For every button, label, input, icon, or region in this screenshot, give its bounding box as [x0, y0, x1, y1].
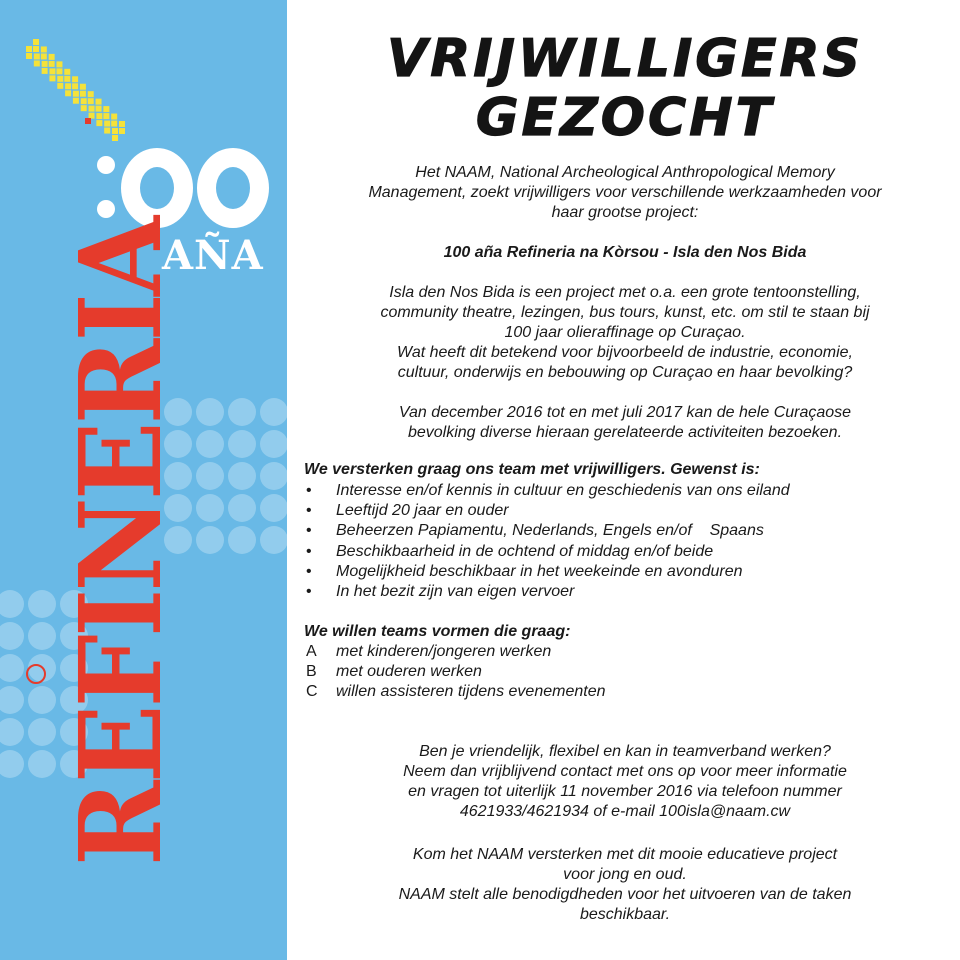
pattern-dot: [228, 398, 256, 426]
letter-marker: B: [306, 663, 317, 681]
bullet-marker: •: [306, 502, 312, 520]
island-pixel: [65, 90, 71, 96]
island-pixel: [89, 106, 95, 112]
pattern-dot: [196, 526, 224, 554]
intro-line: haar grootse project:: [551, 204, 699, 221]
island-pixel: [96, 106, 102, 112]
hundred-logo: [97, 148, 277, 228]
team-text: met ouderen werken: [336, 663, 482, 681]
list-item: [304, 481, 790, 501]
project-name: 100 aña Refineria na Kòrsou - Isla den Nos Bida: [443, 244, 807, 261]
contact-line: Neem dan vrijblijvend contact met ons op voor meer informatie: [403, 763, 847, 780]
island-pixel: [111, 114, 117, 120]
island-pixel: [57, 83, 63, 89]
island-pixel: [103, 106, 109, 112]
island-pixel: [49, 54, 55, 60]
bullet-marker: •: [306, 562, 312, 580]
island-pixel: [119, 121, 125, 127]
refineria-text: REFINERIA: [56, 218, 187, 866]
island-pixel: [64, 76, 70, 82]
island-pixel: [34, 60, 40, 66]
island-pixel: [96, 120, 102, 126]
pattern-dot: [196, 430, 224, 458]
island-pixel: [57, 76, 63, 82]
contact-line: 4621933/4621934 of e-mail 100isla@naam.cw: [459, 803, 791, 820]
island-pixel: [42, 68, 48, 74]
bullet-marker: •: [306, 542, 312, 560]
contact-paragraph: [290, 742, 960, 822]
contact-line: en vragen tot uiterlijk 11 november 2016 via telefoon nummer: [408, 783, 842, 800]
intro-line: Management, zoekt vrijwilligers voor verschillende werkzaamheden voor: [368, 184, 882, 201]
closing-line: beschikbaar.: [579, 906, 671, 923]
pattern-dot: [0, 686, 24, 714]
island-pixel: [103, 113, 109, 119]
list-item: [304, 682, 605, 702]
pattern-dot: [196, 462, 224, 490]
island-pixel: [80, 84, 86, 90]
description-line: cultuur, onderwijs en bebouwing op Curaçao en haar bevolking?: [397, 364, 853, 381]
island-pixel: [49, 68, 55, 74]
island-pixel: [112, 128, 118, 134]
requirement-text: Interesse en/of kennis in cultuur en geschiedenis van ons eiland: [336, 482, 790, 499]
island-pixel: [49, 61, 55, 67]
island-pixel: [81, 105, 87, 111]
island-pixel: [88, 91, 94, 97]
island-pixel: [33, 39, 39, 45]
team-text: met kinderen/jongeren werken: [336, 643, 552, 660]
pattern-dot: [260, 398, 287, 426]
island-pixel: [65, 83, 71, 89]
bullet-marker: •: [306, 583, 312, 601]
island-pixel: [42, 61, 48, 67]
contact-line: Ben je vriendelijk, flexibel en kan in teamverband werken?: [419, 743, 831, 760]
island-pixel: [33, 46, 39, 52]
title-line-1: VRIJWILLIGERS: [387, 29, 863, 89]
island-pixel: [81, 98, 87, 104]
ana-label: AÑA: [162, 232, 264, 279]
pattern-dot: [0, 750, 24, 778]
pattern-dot: [28, 718, 56, 746]
closing-line: voor jong en oud.: [563, 866, 687, 883]
pattern-dot: [196, 398, 224, 426]
island-pixel: [41, 53, 47, 59]
island-pixel: [49, 75, 55, 81]
teams-list: [304, 642, 605, 703]
island-pixel: [72, 76, 78, 82]
requirement-text: Leeftijd 20 jaar en ouder: [336, 502, 509, 520]
description-line: Isla den Nos Bida is een project met o.a. een grote tentoonstelling,: [389, 284, 861, 301]
island-pixel: [72, 83, 78, 89]
island-pixel: [41, 46, 47, 52]
refineria-banner: [0, 0, 287, 960]
pattern-dot: [28, 750, 56, 778]
pattern-dot: [28, 590, 56, 618]
island-pixel: [104, 121, 110, 127]
refineria-wordmark: [56, 218, 187, 866]
description-line: 100 jaar olieraffinage op Curaçao.: [504, 324, 746, 341]
letter-marker: A: [306, 643, 317, 660]
period-line: bevolking diverse hieraan gerelateerde activiteiten bezoeken.: [407, 424, 843, 441]
intro-line: Het NAAM, National Archeological Anthropological Memory: [415, 164, 835, 181]
teams-heading: We willen teams vormen die graag:: [304, 623, 571, 640]
pattern-dot: [228, 526, 256, 554]
requirement-text: Beschikbaarheid in de ochtend of middag en/of beide: [336, 542, 714, 560]
pattern-dot: [28, 686, 56, 714]
period-paragraph: [290, 403, 960, 443]
closing-line: Kom het NAAM versterken met dit mooie educatieve project: [412, 846, 838, 863]
requirements-heading: We versterken graag ons team met vrijwilligers. Gewenst is:: [304, 461, 760, 478]
list-item: [304, 542, 790, 562]
island-pixel: [64, 69, 70, 75]
description-line: Wat heeft dit betekend voor bijvoorbeeld de industrie, economie,: [397, 344, 853, 361]
island-pixel: [104, 128, 110, 134]
list-item: [304, 521, 790, 541]
pattern-dot: [0, 654, 24, 682]
closing-paragraph: [290, 845, 960, 925]
requirement-text: Mogelijkheid beschikbaar in het weekeinde en avonduren: [336, 562, 743, 580]
letter-marker: C: [306, 683, 318, 701]
pattern-dot: [196, 494, 224, 522]
island-pixel: [73, 98, 79, 104]
island-pixel: [96, 113, 102, 119]
island-pixel: [56, 61, 62, 67]
pattern-dot: [260, 430, 287, 458]
island-pixel: [112, 135, 118, 141]
list-item: [304, 501, 790, 521]
description-line: community theatre, lezingen, bus tours, kunst, etc. om stil te staan bij: [380, 304, 870, 321]
pattern-dot: [0, 590, 24, 618]
pattern-dot: [260, 462, 287, 490]
list-item: [304, 662, 605, 682]
island-pixel: [80, 91, 86, 97]
list-item: [304, 582, 790, 602]
island-pixel: [56, 68, 62, 74]
island-pixel: [73, 91, 79, 97]
bullet-marker: •: [306, 522, 312, 540]
closing-line: NAAM stelt alle benodigdheden voor het uitvoeren van de taken: [398, 886, 852, 903]
island-pixel: [119, 128, 125, 134]
pattern-dot: [228, 494, 256, 522]
title-line-2: GEZOCHT: [475, 88, 775, 148]
pattern-dot: [28, 622, 56, 650]
requirement-text: In het bezit zijn van eigen vervoer: [336, 583, 575, 601]
description-paragraph: [290, 283, 960, 383]
red-circle-decoration: [26, 664, 46, 684]
pattern-dot: [260, 526, 287, 554]
intro-paragraph: [290, 163, 960, 223]
flyer-content: [290, 0, 960, 960]
pattern-dot: [0, 718, 24, 746]
pattern-dot: [228, 430, 256, 458]
island-pixel: [26, 53, 32, 59]
island-pixel: [88, 98, 94, 104]
island-pixel: [34, 53, 40, 59]
island-pixel: [89, 113, 95, 119]
period-line: Van december 2016 tot en met juli 2017 kan de hele Curaçaose: [398, 404, 852, 421]
team-text: willen assisteren tijdens evenementen: [336, 683, 606, 701]
bullet-marker: •: [306, 482, 312, 499]
requirement-text: Beheerzen Papiamentu, Nederlands, Engels en/of Spaans: [336, 522, 764, 540]
requirements-list: [304, 481, 790, 602]
list-item: [304, 562, 790, 582]
island-pixel: [111, 121, 117, 127]
island-pixel: [96, 99, 102, 105]
pattern-dot: [0, 622, 24, 650]
pattern-dot: [260, 494, 287, 522]
island-pixel: [26, 46, 32, 52]
list-item: [304, 642, 605, 662]
pattern-dot: [228, 462, 256, 490]
